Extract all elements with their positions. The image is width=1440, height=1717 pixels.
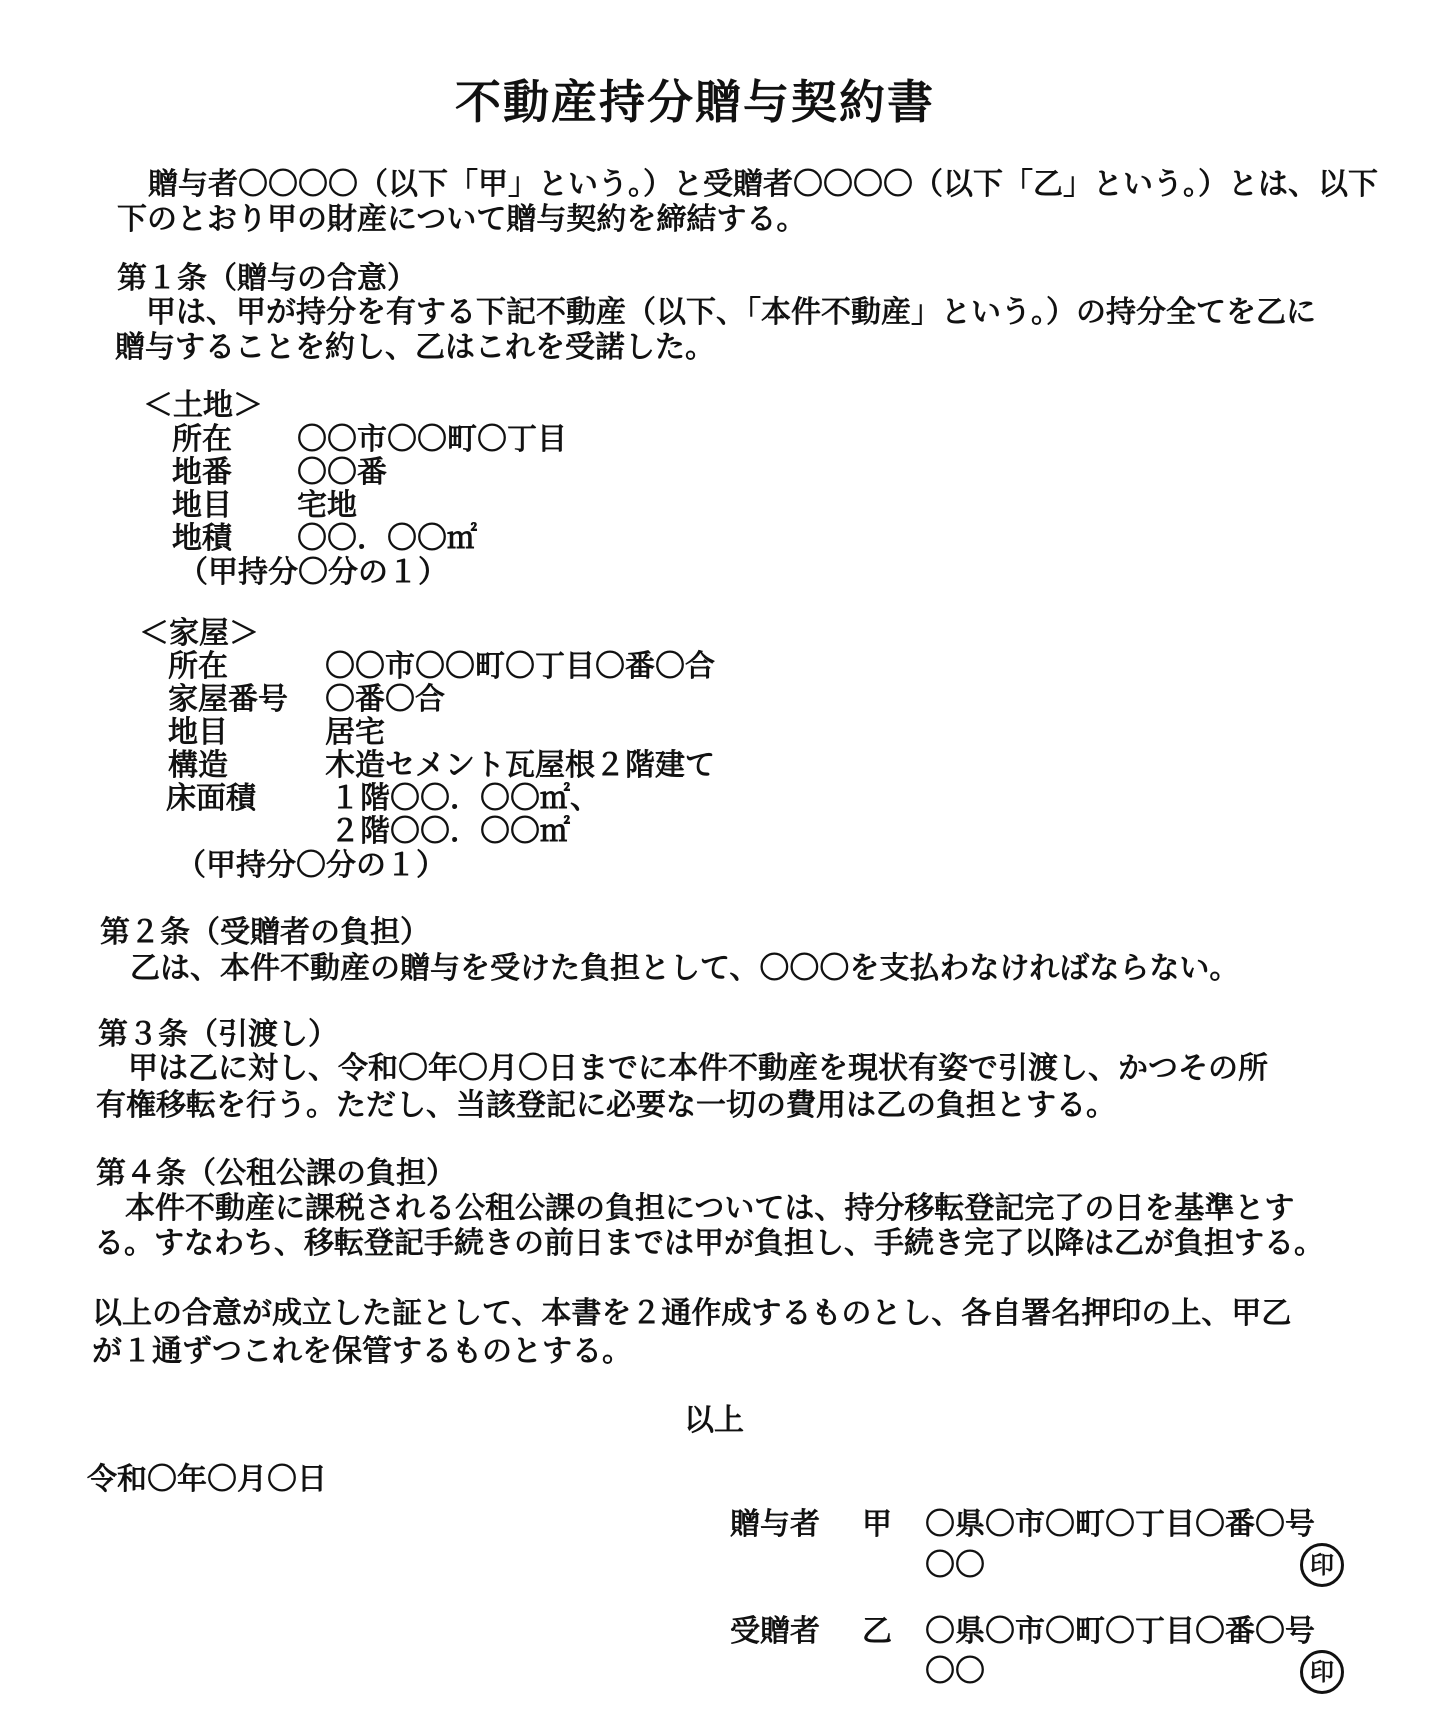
- donee-seal-stamp: [1300, 1650, 1344, 1694]
- land-value-location: 〇〇市〇〇町〇丁目: [297, 422, 567, 457]
- donee-address: 〇県〇市〇町〇丁目〇番〇号: [925, 1614, 1315, 1649]
- contract-date: 令和〇年〇月〇日: [87, 1462, 327, 1497]
- end-mark: 以上: [684, 1403, 744, 1438]
- article-3-heading: 第３条（引渡し）: [98, 1017, 338, 1052]
- land-label-area: 地積: [172, 521, 232, 556]
- donee-role: 受贈者: [730, 1614, 820, 1649]
- article-2-heading: 第２条（受贈者の負担）: [100, 915, 430, 950]
- house-label-location: 所在: [168, 649, 228, 684]
- donor-name: 〇〇: [925, 1548, 985, 1583]
- donor-party: 甲: [862, 1507, 892, 1542]
- document-title: 不動産持分贈与契約書: [455, 75, 935, 129]
- donee-seal: 印: [1300, 1650, 1344, 1694]
- article-1-line-1: 甲は、甲が持分を有する下記不動産（以下、「本件不動産」という。）の持分全てを乙に: [146, 295, 1316, 330]
- closing-line-1: 以上の合意が成立した証として、本書を２通作成するものとし、各自署名押印の上、甲乙: [92, 1296, 1292, 1331]
- intro-line-2: 下のとおり甲の財産について贈与契約を締結する。: [117, 202, 807, 237]
- land-heading: ＜土地＞: [143, 388, 263, 423]
- house-value-location: 〇〇市〇〇町〇丁目〇番〇合: [325, 649, 715, 684]
- land-label-location: 所在: [172, 422, 232, 457]
- land-value-area: 〇〇．〇〇㎡: [297, 521, 477, 556]
- article-3-line-1: 甲は乙に対し、令和〇年〇月〇日までに本件不動産を現状有姿で引渡し、かつその所: [128, 1051, 1268, 1086]
- house-value-number: 〇番〇合: [325, 682, 445, 717]
- donor-role: 贈与者: [730, 1507, 820, 1542]
- article-4-heading: 第４条（公租公課の負担）: [96, 1156, 456, 1191]
- house-label-category: 地目: [168, 715, 228, 750]
- land-value-category: 宅地: [297, 488, 357, 523]
- land-share: （甲持分〇分の１）: [178, 555, 448, 590]
- house-share: （甲持分〇分の１）: [176, 848, 446, 883]
- article-2-line-1: 乙は、本件不動産の贈与を受けた負担として、〇〇〇を支払わなければならない。: [130, 951, 1240, 986]
- land-label-category: 地目: [172, 488, 232, 523]
- donee-name: 〇〇: [925, 1654, 985, 1689]
- land-label-lot-number: 地番: [172, 455, 232, 490]
- house-label-floor-area: 床面積: [166, 781, 256, 816]
- house-value-floor-2: ２階〇〇．〇〇㎡: [330, 814, 570, 849]
- article-4-line-1: 本件不動産に課税される公租公課の負担については、持分移転登記完了の日を基準とす: [125, 1191, 1295, 1226]
- house-value-floor-1: １階〇〇．〇〇㎡、: [330, 781, 600, 816]
- donee-party: 乙: [862, 1614, 892, 1649]
- land-value-lot-number: 〇〇番: [297, 455, 387, 490]
- closing-line-2: が１通ずつこれを保管するものとする。: [92, 1334, 632, 1369]
- article-3-line-2: 有権移転を行う。ただし、当該登記に必要な一切の費用は乙の負担とする。: [96, 1088, 1116, 1123]
- house-value-category: 居宅: [325, 715, 385, 750]
- house-label-structure: 構造: [168, 748, 228, 783]
- article-4-line-2: る。すなわち、移転登記手続きの前日までは甲が負担し、手続き完了以降は乙が負担する。: [94, 1226, 1324, 1261]
- article-1-heading: 第１条（贈与の合意）: [117, 261, 417, 296]
- article-1-line-2: 贈与することを約し、乙はこれを受諾した。: [115, 330, 715, 365]
- house-heading: ＜家屋＞: [139, 616, 259, 651]
- donor-seal: 印: [1300, 1543, 1344, 1587]
- intro-line-1: 贈与者〇〇〇〇（以下「甲」という。）と受贈者〇〇〇〇（以下「乙」という。）とは、以下: [148, 167, 1378, 202]
- house-value-structure: 木造セメント瓦屋根２階建て: [325, 748, 715, 783]
- donor-address: 〇県〇市〇町〇丁目〇番〇号: [925, 1507, 1315, 1542]
- donor-seal-stamp: [1300, 1543, 1344, 1587]
- house-label-number: 家屋番号: [168, 682, 288, 717]
